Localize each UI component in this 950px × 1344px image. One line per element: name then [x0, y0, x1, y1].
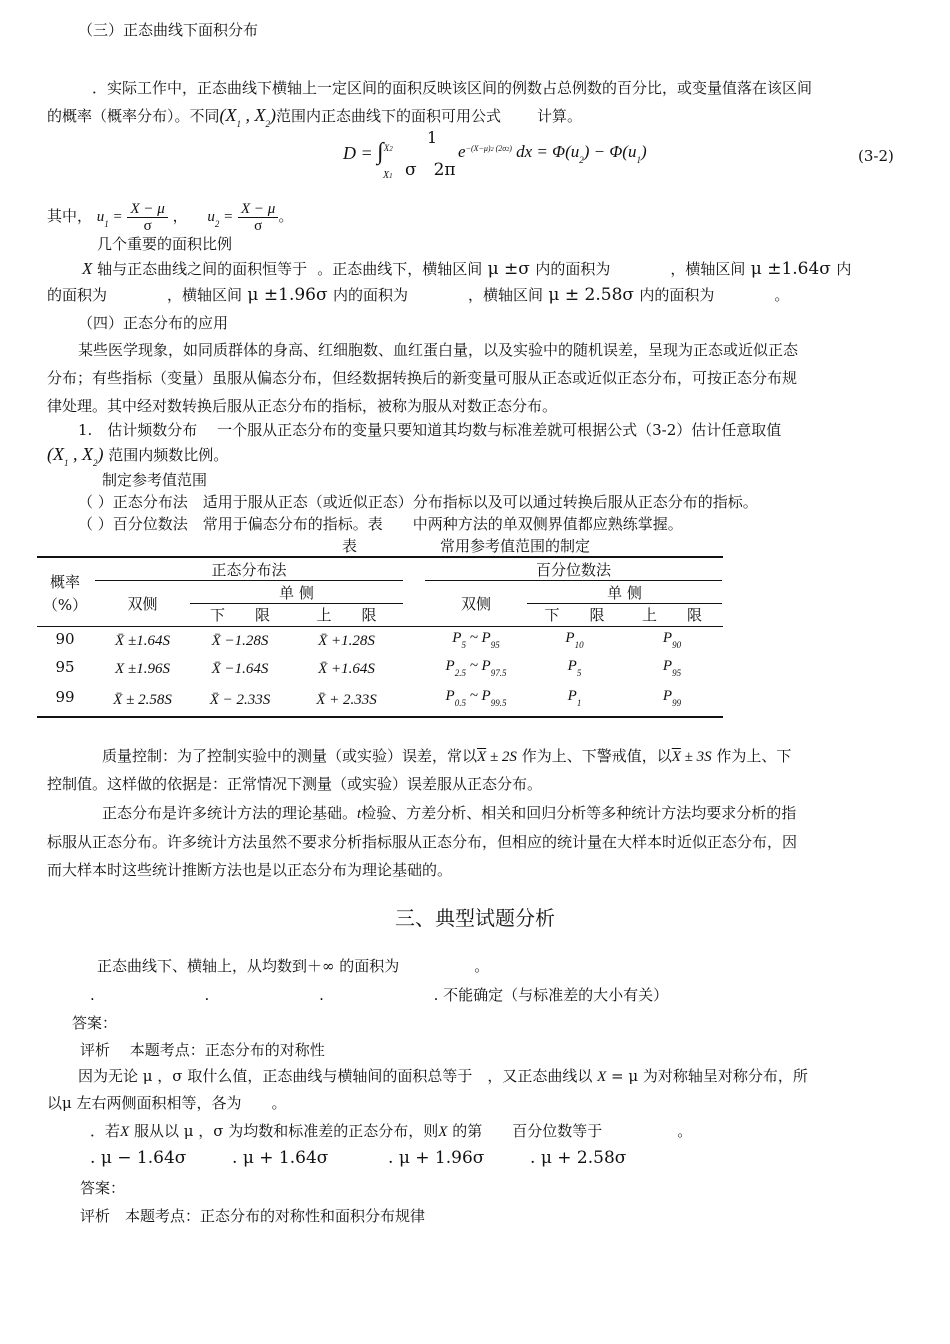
cell-prob: 90 — [55, 630, 75, 648]
text: 的面积为 — [47, 286, 108, 304]
text: ．若 — [90, 1122, 121, 1140]
text: 质量控制：为了控制实验中的测量（或实验）误差，常以 — [102, 747, 478, 765]
th-upper: 上 限 — [641, 606, 702, 624]
paragraph: 质量控制：为了控制实验中的测量（或实验）误差，常以$\overline{X} \pm 2S$ 作为上、下警戒值，以$\overline{X} \pm 3S$ 作为上、下 — [102, 747, 792, 765]
text: 作为上、下 — [716, 747, 792, 765]
paragraph: 的概率（概率分布）。不同($X_1$ , $X_2$)范围内正态曲线下的面积可用公式 计算。 — [47, 105, 583, 129]
question-2-options: . μ − 1.64σ — [90, 1148, 187, 1168]
explanation: 因为无论 μ ，σ 取什么值，正态曲线与横轴间的面积总等于 ，又正态曲线以 X = μ 为对称轴呈对称分布，所 — [78, 1067, 808, 1085]
th-upper: 上 限 — [316, 606, 377, 624]
paragraph: ．实际工作中，正态曲线下横轴上一定区间的面积反映该区间的例数占总例数的百分比，或变量值落在该区间 — [92, 79, 813, 97]
text: 内的面积为 — [535, 260, 611, 278]
text: 轴与正态曲线之间的面积恒等于 — [97, 260, 308, 278]
question-1: 正态曲线下、横轴上，从均数到＋∞ 的面积为 。 — [97, 957, 490, 975]
text: 服从以 — [133, 1122, 179, 1140]
th-double: 双侧 — [127, 595, 158, 613]
paragraph: 而大样本时这些统计推断方法也是以正态分布为理论基础的。 — [47, 861, 453, 879]
option-c: μ + 1.96σ — [398, 1148, 485, 1168]
cell-normal-double: X ±1.96S — [115, 661, 170, 677]
question-2-options: . μ + 2.58σ — [530, 1148, 627, 1168]
th-normal-method: 正态分布法 — [211, 561, 287, 579]
table-rule — [527, 603, 722, 604]
paragraph: 某些医学现象，如同质群体的身高、红细胞数、血红蛋白量，以及实验中的随机误差，呈现为正态或近似正态 — [78, 341, 799, 359]
th-double: 双侧 — [460, 595, 491, 613]
table-rule — [190, 603, 403, 604]
option-b: μ + 1.64σ — [242, 1148, 329, 1168]
text: 计算。 — [537, 107, 583, 125]
text: ，横轴区间 — [468, 286, 544, 304]
paragraph: 控制值。这样做的依据是：正常情况下测量（或实验）误差服从正态分布。 — [47, 775, 543, 793]
text: 的概率（概率分布）。不同 — [47, 107, 220, 125]
text: 的第 百分位数等于 。 — [452, 1122, 693, 1140]
cell-normal-lower: X̄ −1.64S — [211, 661, 269, 677]
subheading: 几个重要的面积比例 — [97, 235, 233, 253]
option-a: μ − 1.64σ — [100, 1148, 187, 1168]
cell-pct-lower: $P_5$ — [567, 658, 582, 678]
table-rule — [425, 580, 722, 581]
cell-pct-lower: $P_{10}$ — [565, 630, 584, 650]
th-prob: 概率 — [49, 573, 80, 591]
text: 检验、方差分析、相关和回归分析等多种统计方法均要求分析的指 — [361, 804, 797, 822]
th-lower: 下 限 — [209, 606, 270, 624]
cell-pct-upper: $P_{99}$ — [662, 688, 682, 708]
cell-pct-lower: $P_1$ — [567, 688, 582, 708]
text: 内的面积为 — [333, 286, 409, 304]
paragraph: （ ）正态分布法 适用于服从正态（或近似正态）分布指标以及可以通过转换后服从正态分布的指标。 — [78, 493, 758, 511]
section-title: （四）正态分布的应用 — [78, 314, 229, 332]
eq-denominator: σ 2π — [405, 160, 456, 180]
table-caption-label: 表 — [342, 537, 358, 555]
cell-pct-upper: $P_{90}$ — [662, 630, 682, 650]
cell-normal-upper: X̄ +1.64S — [318, 661, 375, 677]
part-title: 三、典型试题分析 — [395, 906, 555, 930]
cell-normal-double: X̄ ± 2.58S — [113, 692, 172, 708]
text: 范围内正态曲线下的面积可用公式 — [276, 107, 502, 125]
paragraph: 标服从正态分布。许多统计方法虽然不要求分析指标服从正态分布，但相应的统计量在大样本时近似正态分布，因 — [47, 833, 798, 851]
text: 以 — [47, 1094, 63, 1112]
text: 为对称轴呈对称分布，所 — [642, 1067, 808, 1085]
th-lower: 下 限 — [544, 606, 605, 624]
text: 。 — [774, 286, 790, 304]
integral-lower: X1 — [383, 170, 393, 181]
cell-prob: 95 — [55, 658, 75, 676]
cell-normal-upper: X̄ + 2.33S — [316, 692, 377, 708]
question-1-options: . . . . 不能确定（与标准差的大小有关） — [90, 986, 669, 1004]
cell-pct-double: $P_{0.5}$ ~ $P_{99.5}$ — [445, 688, 507, 708]
table-caption: 常用参考值范围的制定 — [440, 537, 591, 555]
paragraph: ($X_1$ , $X_2$) 范围内频数比例。 — [47, 444, 229, 468]
eq-body: $e^{-(X-\mu)2 (2\sigma 2)}$ dx = $\Phi(u_2) - \Phi(u_1)$ — [458, 142, 647, 165]
answer-label: 答案： — [72, 1014, 118, 1032]
th-single: 单 侧 — [607, 584, 642, 602]
analysis: 评析 本题考点：正态分布的对称性和面积分布规律 — [80, 1207, 426, 1225]
cell-prob: 99 — [55, 688, 75, 706]
question-2-options: . μ + 1.96σ — [388, 1148, 485, 1168]
text: 范围内频数比例。 — [108, 446, 229, 464]
text: 。正态曲线下，横轴区间 — [317, 260, 483, 278]
option-d: μ + 2.58σ — [540, 1148, 627, 1168]
eq-numerator: 1 — [427, 128, 438, 147]
table-header-rule — [37, 626, 723, 627]
text: 为均数和标准差的正态分布，则 — [228, 1122, 439, 1140]
cell-pct-double: $P_5$ ~ $P_{95}$ — [452, 630, 500, 650]
text: 因为无论 — [78, 1067, 139, 1085]
text: 内 — [836, 260, 852, 278]
paragraph: 正态分布是许多统计方法的理论基础。t检验、方差分析、相关和回归分析等多种统计方法均要求分析的指 — [102, 804, 797, 822]
analysis: 评析 本题考点：正态分布的对称性 — [80, 1041, 325, 1059]
question-2: ．若X 服从以 μ ，σ 为均数和标准差的正态分布，则X 的第 百分位数等于 。 — [90, 1122, 693, 1140]
text: 左右两侧面积相等，各为 。 — [76, 1094, 287, 1112]
paragraph: 制定参考值范围 — [102, 471, 208, 489]
equation-label: (3-2) — [858, 147, 894, 165]
cell-pct-upper: $P_{95}$ — [662, 658, 682, 678]
th-percentile-method: 百分位数法 — [535, 561, 611, 579]
paragraph: （ ）百分位数法 常用于偏态分布的指标。表 中两种方法的单双侧界值都应熟练掌握。 — [78, 515, 683, 533]
text: 正态分布是许多统计方法的理论基础。 — [102, 804, 358, 822]
th-prob-unit: （%） — [42, 596, 88, 614]
paragraph: 1. 估计频数分布 一个服从正态分布的变量只要知道其均数与标准差就可根据公式（3-2）估计任意取值 — [78, 421, 782, 439]
area-line-2: 的面积为 ，横轴区间 μ ±1.96σ 内的面积为 ，横轴区间 μ ± 2.58σ 内的面积为 。 — [47, 285, 790, 305]
answer-label: 答案： — [80, 1179, 126, 1197]
paragraph: 律处理。其中经对数转换后服从正态分布的指标，被称为服从对数正态分布。 — [47, 397, 558, 415]
cell-normal-lower: X̄ − 2.33S — [209, 692, 271, 708]
cell-normal-lower: X̄ −1.28S — [211, 633, 269, 649]
table-top-rule — [37, 556, 723, 558]
text: 取什么值，正态曲线与横轴间的面积总等于 ，又正态曲线以 — [187, 1067, 593, 1085]
cell-normal-double: X̄ ±1.64S — [115, 633, 170, 649]
text: 其中， — [47, 207, 93, 225]
th-single: 单 侧 — [279, 584, 314, 602]
question-2-options: . μ + 1.64σ — [232, 1148, 329, 1168]
cell-pct-double: $P_{2.5}$ ~ $P_{97.5}$ — [445, 658, 507, 678]
paragraph: 分布；有些指标（变量）虽服从偏态分布，但经数据转换后的新变量可服从正态或近似正态分布，可按正态分布规 — [47, 369, 798, 387]
table-rule — [95, 580, 403, 581]
text: 作为上、下警戒值，以 — [521, 747, 672, 765]
text: ，横轴区间 — [670, 260, 746, 278]
area-line-1: X 轴与正态曲线之间的面积恒等于 。正态曲线下，横轴区间 μ ±σ 内的面积为 ，横轴区间 μ ±1.64σ 内 — [82, 259, 852, 279]
equation-3-2: D = ∫$^{X2}$ — [343, 139, 393, 165]
table-bottom-rule — [37, 716, 723, 718]
text: ，横轴区间 — [167, 286, 243, 304]
where-line: 其中， $u_1$ = $\frac{X - \mu}{\sigma}$ ， $u_2$ = $\frac{X - \mu}{\sigma}$ 。 — [47, 200, 294, 234]
cell-normal-upper: X̄ +1.28S — [318, 633, 375, 649]
explanation: 以μ 左右两侧面积相等，各为 。 — [47, 1094, 287, 1112]
section-title: （三）正态曲线下面积分布 — [78, 21, 259, 39]
text: 内的面积为 — [639, 286, 715, 304]
